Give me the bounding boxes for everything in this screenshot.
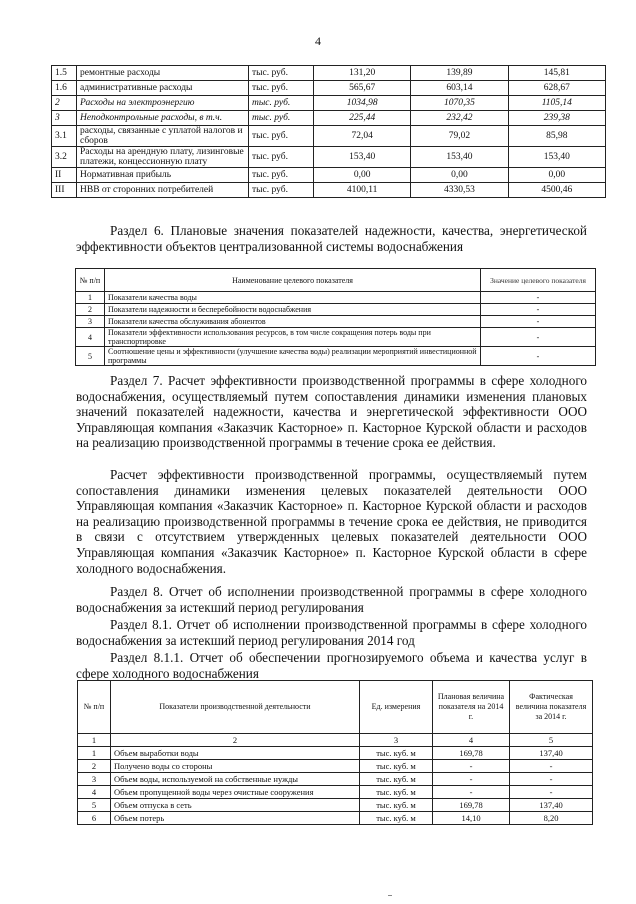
row-value-3: 153,40 [508, 147, 605, 168]
row-value: - [481, 347, 596, 366]
row-fact: 137,40 [510, 747, 593, 760]
row-value: - [481, 316, 596, 328]
row-indicator: Объем воды, используемой на собственные нужды [111, 773, 360, 786]
row-unit: тыс. куб. м [360, 786, 433, 799]
row-indicator: Получено воды со стороны [111, 760, 360, 773]
row-number: 3.2 [52, 147, 77, 168]
row-value-2: 4330,53 [411, 183, 508, 198]
volume-table-column-numbers [78, 734, 593, 747]
row-value-3: 85,98 [508, 126, 605, 147]
row-name: НВВ от сторонних потребителей [77, 183, 249, 198]
row-fact: - [510, 760, 593, 773]
row-fact: - [510, 786, 593, 799]
row-number: 5 [76, 347, 105, 366]
row-indicator: Объем выработки воды [111, 747, 360, 760]
row-value-2: 1070,35 [411, 96, 508, 111]
row-number: 3 [76, 316, 105, 328]
header-plan: Плановая величина показателя на 2014 г. [433, 681, 510, 734]
row-name: Неподконтрольные расходы, в т.ч. [77, 111, 249, 126]
row-value-3: 145,81 [508, 66, 605, 81]
row-plan: 14,10 [433, 812, 510, 825]
row-name: Показатели надежности и бесперебойности водоснабжения [105, 304, 481, 316]
row-fact: - [510, 773, 593, 786]
row-number: 3 [52, 111, 77, 126]
row-name: Показатели эффективности использования ресурсов, в том числе сокращения потерь воды при транспортировке [105, 328, 481, 347]
finance-table [51, 65, 606, 198]
row-value-1: 153,40 [314, 147, 411, 168]
row-number: II [52, 168, 77, 183]
row-value-2: 139,89 [411, 66, 508, 81]
row-value-1: 131,20 [314, 66, 411, 81]
row-unit: тыс. руб. [249, 66, 314, 81]
table-row [78, 760, 593, 773]
table-row [52, 66, 606, 81]
row-plan: - [433, 760, 510, 773]
table-row [76, 304, 596, 316]
row-number: 4 [78, 786, 111, 799]
row-name: Нормативная прибыль [77, 168, 249, 183]
section-6-heading: Раздел 6. Плановые значения показателей надежности, качества, энергетической эффективности объектов централизованной системы водоснабжения [76, 223, 587, 254]
column-number: 2 [111, 734, 360, 747]
table-row [52, 168, 606, 183]
section-8-1-1-heading: Раздел 8.1.1. Отчет об обеспечении прогнозируемого объема и качества услуг в сфере холодного водоснабжения [76, 650, 587, 681]
scan-mark [388, 895, 392, 896]
row-name: Соотношение цены и эффективности (улучшение качества воды) реализации мероприятий инвестиционной программы [105, 347, 481, 366]
table-row [78, 812, 593, 825]
table-row [78, 747, 593, 760]
row-unit: тыс. руб. [249, 126, 314, 147]
targets-table [75, 268, 596, 366]
row-unit: тыс. руб. [249, 147, 314, 168]
volume-table [77, 680, 593, 825]
row-value-2: 0,00 [411, 168, 508, 183]
table-row [78, 773, 593, 786]
table-row [76, 316, 596, 328]
row-number: 2 [76, 304, 105, 316]
row-fact: 137,40 [510, 799, 593, 812]
row-indicator: Объем потерь [111, 812, 360, 825]
table-row [52, 111, 606, 126]
page-number: 4 [315, 34, 321, 48]
table-row [52, 81, 606, 96]
table-row [78, 799, 593, 812]
row-unit: тыс. куб. м [360, 812, 433, 825]
table-row [52, 183, 606, 198]
row-number: 3 [78, 773, 111, 786]
row-value-3: 0,00 [508, 168, 605, 183]
row-number: 2 [78, 760, 111, 773]
row-number: 6 [78, 812, 111, 825]
section-7-paragraph-1: Раздел 7. Расчет эффективности производственной программы в сфере холодного водоснабжения, осуществляемый путем сопоставления динамики изменения плановых значений показателей надежности, качества и энергетической эффективности ООО Управляющая компания «Заказчик Касторное» п. Касторное Курской области и расходов на реализацию производственной программы в течение срока ее действия. [76, 373, 587, 451]
row-number: 5 [78, 799, 111, 812]
row-value: - [481, 328, 596, 347]
row-number: 4 [76, 328, 105, 347]
row-unit: тыс. куб. м [360, 799, 433, 812]
column-number: 4 [433, 734, 510, 747]
row-indicator: Объем отпуска в сеть [111, 799, 360, 812]
row-value-1: 565,67 [314, 81, 411, 96]
table-row [76, 347, 596, 366]
row-name: Показатели качества воды [105, 292, 481, 304]
row-value-3: 4500,46 [508, 183, 605, 198]
row-number: III [52, 183, 77, 198]
row-indicator: Объем пропущенной воды через очистные сооружения [111, 786, 360, 799]
volume-table-header [78, 681, 593, 734]
row-value-1: 225,44 [314, 111, 411, 126]
table-row [76, 328, 596, 347]
column-number: 5 [510, 734, 593, 747]
row-name: административные расходы [77, 81, 249, 96]
header-value: Значение целевого показателя [481, 269, 596, 292]
row-unit: тыс. руб. [249, 168, 314, 183]
row-value: - [481, 292, 596, 304]
row-number: 1 [76, 292, 105, 304]
row-unit: тыс. куб. м [360, 747, 433, 760]
row-unit: тыс. руб. [249, 183, 314, 198]
row-name: расходы, связанные с уплатой налогов и сборов [77, 126, 249, 147]
header-indicator: Показатели производственной деятельности [111, 681, 360, 734]
row-unit: тыс. руб. [249, 81, 314, 96]
row-value-3: 1105,14 [508, 96, 605, 111]
header-fact: Фактическая величина показателя за 2014 г. [510, 681, 593, 734]
row-number: 3.1 [52, 126, 77, 147]
row-value-2: 603,14 [411, 81, 508, 96]
row-name: Показатели качества обслуживания абонентов [105, 316, 481, 328]
header-no: № п/п [76, 269, 105, 292]
row-value: - [481, 304, 596, 316]
column-number: 1 [78, 734, 111, 747]
row-name: ремонтные расходы [77, 66, 249, 81]
section-8-1-heading: Раздел 8.1. Отчет об исполнении производственной программы в сфере холодного водоснабжения за истекший период регулирования 2014 год [76, 617, 587, 648]
header-no: № п/п [78, 681, 111, 734]
row-value-1: 4100,11 [314, 183, 411, 198]
row-value-2: 153,40 [411, 147, 508, 168]
row-value-1: 1034,98 [314, 96, 411, 111]
row-number: 1 [78, 747, 111, 760]
row-value-3: 628,67 [508, 81, 605, 96]
row-value-3: 239,38 [508, 111, 605, 126]
row-name: Расходы на арендную плату, лизинговые платежи, концессионную плату [77, 147, 249, 168]
header-name: Наименование целевого показателя [105, 269, 481, 292]
row-plan: - [433, 786, 510, 799]
table-row [76, 292, 596, 304]
row-unit: тыс. руб. [249, 111, 314, 126]
row-unit: тыс. куб. м [360, 773, 433, 786]
targets-table-header [76, 269, 596, 292]
row-number: 2 [52, 96, 77, 111]
table-row [52, 96, 606, 111]
section-7-paragraph-2: Расчет эффективности производственной программы, осуществляемый путем сопоставления динамики изменения целевых показателей деятельности ООО Управляющая компания «Заказчик Касторное» п. Касторное Курской области и расходов на реализацию производственной программы в течение срока ее действия, не приводится в связи с отсутствием утвержденных целевых показателей деятельности ООО Управляющая компания «Заказчик Касторное» п. Касторное Курской области в сфере холодного водоснабжения. [76, 467, 587, 576]
header-unit: Ед. измерения [360, 681, 433, 734]
row-name: Расходы на электроэнергию [77, 96, 249, 111]
section-8-heading: Раздел 8. Отчет об исполнении производственной программы в сфере холодного водоснабжения за истекший период регулирования [76, 584, 587, 615]
row-plan: 169,78 [433, 799, 510, 812]
table-row [78, 786, 593, 799]
row-plan: 169,78 [433, 747, 510, 760]
row-unit: тыс. куб. м [360, 760, 433, 773]
row-number: 1.6 [52, 81, 77, 96]
table-row [52, 126, 606, 147]
row-value-2: 232,42 [411, 111, 508, 126]
row-number: 1.5 [52, 66, 77, 81]
column-number: 3 [360, 734, 433, 747]
row-value-1: 0,00 [314, 168, 411, 183]
row-plan: - [433, 773, 510, 786]
row-value-1: 72,04 [314, 126, 411, 147]
row-value-2: 79,02 [411, 126, 508, 147]
row-unit: тыс. руб. [249, 96, 314, 111]
row-fact: 8,20 [510, 812, 593, 825]
table-row [52, 147, 606, 168]
